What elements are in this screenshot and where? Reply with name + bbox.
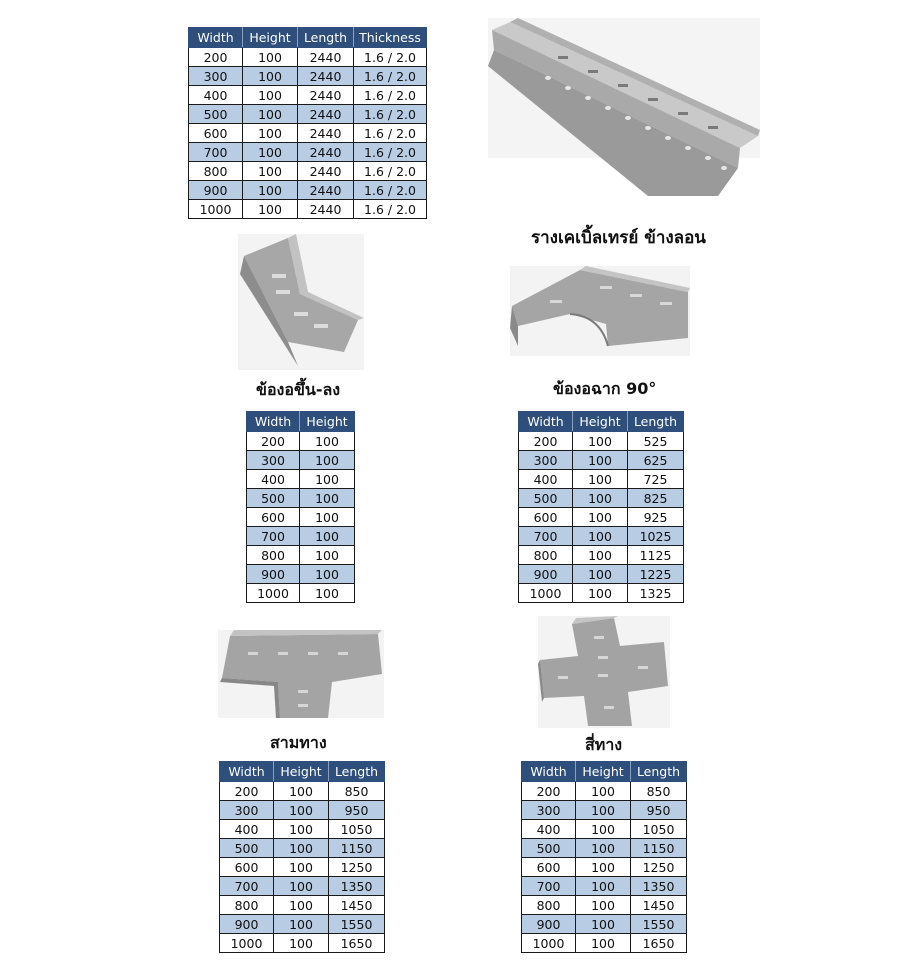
- table-row: [519, 527, 684, 546]
- table-cell: 100: [300, 584, 355, 603]
- table-row: [247, 584, 355, 603]
- table-cell: 1550: [631, 915, 687, 934]
- column-header: Height: [576, 762, 631, 782]
- table-cell: 100: [573, 546, 628, 565]
- table-cell: 800: [519, 546, 573, 565]
- main-tray-caption: รางเคเบิ้ลเทรย์ ข้างลอน: [531, 228, 706, 248]
- table-cell: 200: [189, 48, 243, 67]
- column-header: Length: [329, 762, 385, 782]
- table-cell: 300: [522, 801, 576, 820]
- table-row: [189, 200, 427, 219]
- table-cell: 200: [220, 782, 274, 801]
- table-cell: 100: [576, 782, 631, 801]
- table-cell: 1000: [247, 584, 300, 603]
- table-cell: 1025: [628, 527, 684, 546]
- table-cell: 1.6 / 2.0: [354, 124, 427, 143]
- table-cell: 1450: [631, 896, 687, 915]
- table-cell: 2440: [298, 124, 354, 143]
- vertical-bend-spec-table: [246, 411, 355, 603]
- table-cell: 100: [243, 200, 298, 219]
- table-cell: 2440: [298, 48, 354, 67]
- table-row: [247, 470, 355, 489]
- table-row: [247, 508, 355, 527]
- table-row: [519, 489, 684, 508]
- table-cell: 800: [220, 896, 274, 915]
- table-row: [220, 782, 385, 801]
- table-cell: 700: [522, 877, 576, 896]
- table-row: [522, 801, 687, 820]
- column-header: Width: [519, 412, 573, 432]
- table-cell: 900: [189, 181, 243, 200]
- table-cell: 100: [576, 877, 631, 896]
- table-cell: 725: [628, 470, 684, 489]
- table-cell: 1.6 / 2.0: [354, 86, 427, 105]
- table-cell: 200: [247, 432, 300, 451]
- table-header-row: [189, 28, 427, 48]
- table-cell: 1.6 / 2.0: [354, 67, 427, 86]
- column-header: Width: [220, 762, 274, 782]
- table-cell: 825: [628, 489, 684, 508]
- table-cell: 1.6 / 2.0: [354, 105, 427, 124]
- table-row: [247, 489, 355, 508]
- table-cell: 100: [300, 489, 355, 508]
- table-cell: 100: [274, 877, 329, 896]
- column-header: Length: [631, 762, 687, 782]
- table-cell: 100: [573, 489, 628, 508]
- column-header: Width: [189, 28, 243, 48]
- table-cell: 100: [300, 565, 355, 584]
- tee-caption: สามทาง: [270, 733, 327, 752]
- table-row: [247, 565, 355, 584]
- table-cell: 950: [329, 801, 385, 820]
- table-row: [519, 565, 684, 584]
- table-cell: 100: [300, 432, 355, 451]
- table-cell: 400: [522, 820, 576, 839]
- table-cell: 625: [628, 451, 684, 470]
- table-cell: 100: [274, 896, 329, 915]
- table-cell: 1.6 / 2.0: [354, 48, 427, 67]
- table-cell: 2440: [298, 162, 354, 181]
- table-cell: 300: [189, 67, 243, 86]
- table-cell: 1250: [329, 858, 385, 877]
- table-cell: 1250: [631, 858, 687, 877]
- table-row: [519, 451, 684, 470]
- table-cell: 100: [274, 839, 329, 858]
- table-row: [220, 801, 385, 820]
- table-row: [189, 67, 427, 86]
- table-cell: 100: [576, 915, 631, 934]
- vertical-bend-photo: [238, 234, 364, 370]
- table-cell: 100: [274, 858, 329, 877]
- table-cell: 300: [519, 451, 573, 470]
- table-cell: 1450: [329, 896, 385, 915]
- table-row: [247, 546, 355, 565]
- table-cell: 900: [220, 915, 274, 934]
- table-cell: 500: [189, 105, 243, 124]
- table-cell: 100: [576, 820, 631, 839]
- column-header: Height: [300, 412, 355, 432]
- table-cell: 900: [519, 565, 573, 584]
- table-cell: 100: [576, 934, 631, 953]
- table-cell: 500: [519, 489, 573, 508]
- table-header-row: [247, 412, 355, 432]
- table-row: [189, 143, 427, 162]
- column-header: Width: [522, 762, 576, 782]
- table-cell: 850: [631, 782, 687, 801]
- table-header-row: [522, 762, 687, 782]
- table-cell: 950: [631, 801, 687, 820]
- table-cell: 850: [329, 782, 385, 801]
- table-row: [189, 48, 427, 67]
- table-cell: 1050: [329, 820, 385, 839]
- table-cell: 500: [522, 839, 576, 858]
- column-header: Length: [628, 412, 684, 432]
- column-header: Height: [243, 28, 298, 48]
- table-row: [522, 782, 687, 801]
- column-header: Height: [573, 412, 628, 432]
- tee-photo: [218, 630, 384, 718]
- table-cell: 100: [576, 896, 631, 915]
- table-cell: 100: [573, 451, 628, 470]
- table-row: [189, 86, 427, 105]
- table-cell: 800: [189, 162, 243, 181]
- tee-spec-table: [219, 761, 385, 953]
- table-cell: 700: [189, 143, 243, 162]
- table-cell: 1150: [631, 839, 687, 858]
- table-cell: 1325: [628, 584, 684, 603]
- elbow-90-spec-table: [518, 411, 684, 603]
- table-cell: 100: [576, 839, 631, 858]
- column-header: Length: [298, 28, 354, 48]
- table-cell: 1550: [329, 915, 385, 934]
- table-cell: 100: [274, 915, 329, 934]
- elbow-90-photo: [510, 266, 690, 356]
- table-header-row: [519, 412, 684, 432]
- table-cell: 100: [274, 782, 329, 801]
- table-cell: 900: [247, 565, 300, 584]
- table-row: [522, 934, 687, 953]
- vertical-bend-caption: ข้องอขึ้น-ลง: [256, 380, 341, 399]
- table-cell: 2440: [298, 200, 354, 219]
- table-row: [522, 839, 687, 858]
- table-cell: 800: [522, 896, 576, 915]
- table-cell: 800: [247, 546, 300, 565]
- table-cell: 700: [247, 527, 300, 546]
- table-cell: 100: [243, 124, 298, 143]
- table-row: [522, 915, 687, 934]
- column-header: Thickness: [354, 28, 427, 48]
- table-cell: 400: [247, 470, 300, 489]
- table-cell: 100: [243, 48, 298, 67]
- table-cell: 2440: [298, 86, 354, 105]
- table-row: [220, 896, 385, 915]
- table-row: [519, 432, 684, 451]
- main-tray-spec-table: [188, 27, 427, 219]
- table-cell: 2440: [298, 143, 354, 162]
- table-cell: 100: [573, 565, 628, 584]
- table-cell: 100: [573, 470, 628, 489]
- table-cell: 500: [220, 839, 274, 858]
- table-cell: 500: [247, 489, 300, 508]
- table-cell: 400: [220, 820, 274, 839]
- table-cell: 300: [247, 451, 300, 470]
- table-cell: 100: [573, 508, 628, 527]
- table-row: [220, 877, 385, 896]
- table-row: [220, 858, 385, 877]
- table-cell: 100: [243, 162, 298, 181]
- table-row: [519, 584, 684, 603]
- table-cell: 600: [247, 508, 300, 527]
- table-cell: 1350: [631, 877, 687, 896]
- table-row: [189, 105, 427, 124]
- table-cell: 900: [522, 915, 576, 934]
- table-row: [522, 896, 687, 915]
- table-cell: 200: [522, 782, 576, 801]
- cross-photo: [538, 616, 670, 728]
- table-cell: 925: [628, 508, 684, 527]
- table-row: [220, 915, 385, 934]
- table-cell: 100: [300, 451, 355, 470]
- table-row: [247, 432, 355, 451]
- table-row: [220, 934, 385, 953]
- table-cell: 100: [300, 508, 355, 527]
- table-row: [522, 820, 687, 839]
- table-row: [522, 877, 687, 896]
- table-cell: 2440: [298, 105, 354, 124]
- table-cell: 100: [576, 801, 631, 820]
- table-cell: 100: [300, 527, 355, 546]
- table-cell: 100: [573, 432, 628, 451]
- table-row: [189, 162, 427, 181]
- table-row: [189, 124, 427, 143]
- column-header: Width: [247, 412, 300, 432]
- table-cell: 600: [220, 858, 274, 877]
- table-cell: 1150: [329, 839, 385, 858]
- table-cell: 1.6 / 2.0: [354, 181, 427, 200]
- table-cell: 1125: [628, 546, 684, 565]
- table-cell: 100: [300, 470, 355, 489]
- table-cell: 1.6 / 2.0: [354, 200, 427, 219]
- table-cell: 1.6 / 2.0: [354, 162, 427, 181]
- elbow-90-caption: ข้องอฉาก 90°: [553, 379, 657, 398]
- table-cell: 1650: [329, 934, 385, 953]
- table-row: [522, 858, 687, 877]
- table-cell: 100: [274, 801, 329, 820]
- table-cell: 700: [519, 527, 573, 546]
- table-cell: 100: [243, 143, 298, 162]
- cross-caption: สี่ทาง: [585, 735, 623, 754]
- column-header: Height: [274, 762, 329, 782]
- table-cell: 600: [519, 508, 573, 527]
- table-row: [247, 451, 355, 470]
- table-row: [519, 470, 684, 489]
- table-cell: 100: [243, 67, 298, 86]
- table-cell: 1650: [631, 934, 687, 953]
- table-cell: 1.6 / 2.0: [354, 143, 427, 162]
- cross-spec-table: [521, 761, 687, 953]
- table-cell: 2440: [298, 181, 354, 200]
- table-cell: 100: [274, 934, 329, 953]
- table-cell: 1000: [220, 934, 274, 953]
- table-cell: 400: [519, 470, 573, 489]
- table-cell: 200: [519, 432, 573, 451]
- table-cell: 1050: [631, 820, 687, 839]
- table-cell: 1000: [189, 200, 243, 219]
- table-cell: 100: [576, 858, 631, 877]
- table-cell: 100: [573, 527, 628, 546]
- table-cell: 300: [220, 801, 274, 820]
- table-cell: 1000: [519, 584, 573, 603]
- table-cell: 1000: [522, 934, 576, 953]
- table-row: [220, 820, 385, 839]
- table-cell: 700: [220, 877, 274, 896]
- table-cell: 600: [522, 858, 576, 877]
- straight-cable-tray-photo: [488, 18, 760, 196]
- table-cell: 100: [243, 86, 298, 105]
- table-row: [220, 839, 385, 858]
- table-cell: 1225: [628, 565, 684, 584]
- table-cell: 2440: [298, 67, 354, 86]
- table-cell: 600: [189, 124, 243, 143]
- table-cell: 100: [300, 546, 355, 565]
- table-cell: 100: [274, 820, 329, 839]
- table-header-row: [220, 762, 385, 782]
- table-cell: 100: [243, 105, 298, 124]
- table-row: [519, 546, 684, 565]
- table-cell: 100: [243, 181, 298, 200]
- table-row: [519, 508, 684, 527]
- table-cell: 100: [573, 584, 628, 603]
- table-row: [247, 527, 355, 546]
- table-row: [189, 181, 427, 200]
- table-cell: 1350: [329, 877, 385, 896]
- table-cell: 400: [189, 86, 243, 105]
- table-cell: 525: [628, 432, 684, 451]
